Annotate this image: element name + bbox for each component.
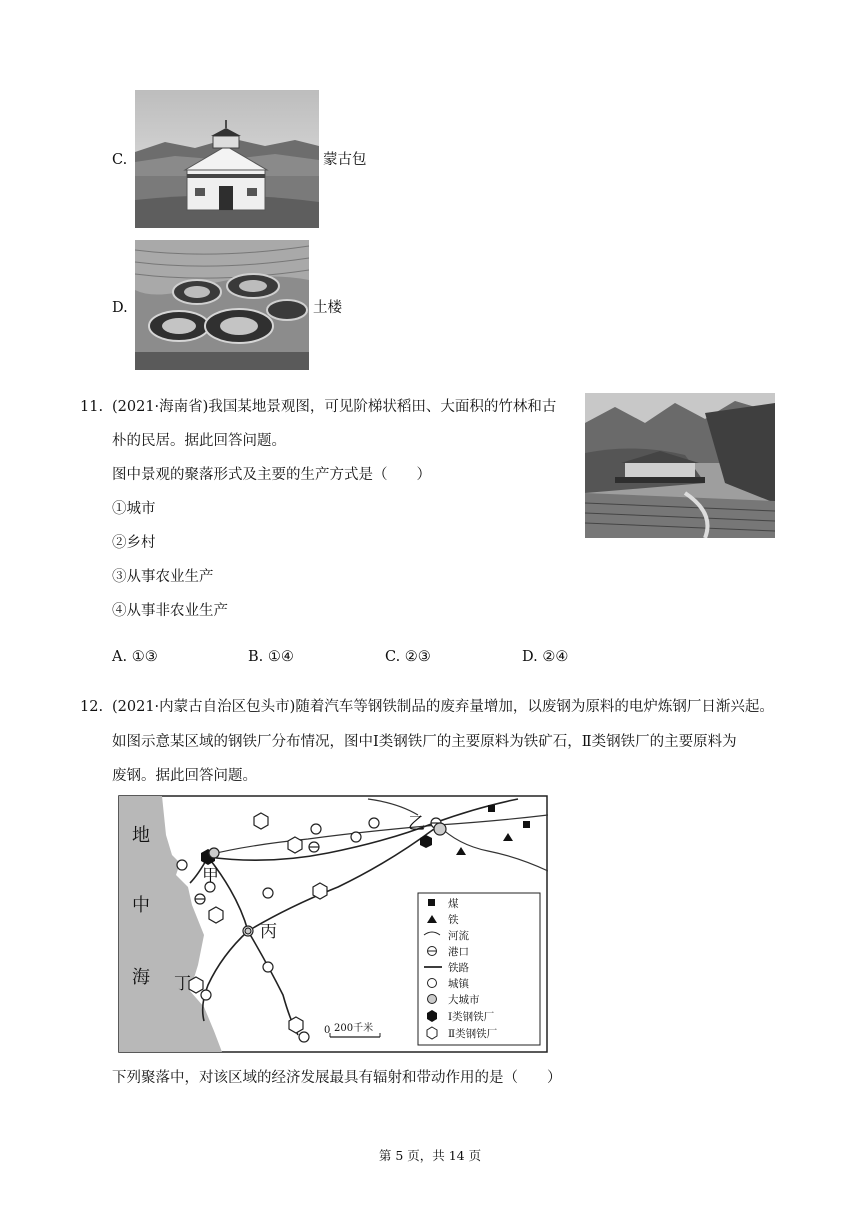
svg-text:河流: 河流 [448, 930, 469, 942]
scale-zero: 0 [324, 1025, 331, 1036]
place-label-bing: 丙 [260, 922, 277, 942]
town-icon [311, 824, 321, 834]
svg-text:港口: 港口 [448, 946, 469, 958]
q11-item-3: ③从事农业生产 [112, 569, 214, 585]
tulou-photo [135, 240, 309, 370]
place-label-jia: 甲 [202, 866, 219, 886]
q11-choice-d[interactable]: D. ②④ [522, 649, 569, 665]
town-icon [369, 818, 379, 828]
svg-text:Ⅰ类钢铁厂: Ⅰ类钢铁厂 [448, 1011, 495, 1023]
town-icon [263, 962, 273, 972]
sea-char-3: 海 [132, 967, 150, 988]
place-label-ding: 丁 [174, 974, 191, 994]
q11-item-1: ①城市 [112, 501, 156, 517]
q11-item-4: ④从事非农业生产 [112, 603, 228, 619]
svg-text:铁路: 铁路 [448, 962, 469, 974]
option-c-letter: C. [112, 152, 128, 168]
q12-stem-line3: 废钢。据此回答问题。 [112, 768, 257, 784]
q11-stem-line2: 朴的民居。据此回答问题。 [112, 433, 286, 449]
class-2-steel-plant-icon [189, 977, 203, 993]
legend-town-icon [428, 979, 437, 988]
q11-item-2: ②乡村 [112, 535, 156, 551]
svg-text:Ⅱ类钢铁厂: Ⅱ类钢铁厂 [448, 1028, 498, 1040]
town-icon [299, 1032, 309, 1042]
town-icon [263, 888, 273, 898]
sea-char-2: 中 [132, 895, 150, 916]
town-icon [177, 860, 187, 870]
legend-coal-icon [428, 899, 435, 906]
big-city-icon [434, 823, 446, 835]
option-d-letter: D. [112, 300, 128, 316]
q12-stem-line1: (2021·内蒙古自治区包头市)随着汽车等钢铁制品的废弃量增加，以废钢为原料的电炉炼钢厂日渐兴起。 [112, 699, 774, 715]
q11-stem-line1: (2021·海南省)我国某地景观图，可见阶梯状稻田、大面积的竹林和古 [112, 399, 557, 415]
svg-text:铁: 铁 [448, 914, 459, 926]
big-city-icon [209, 848, 219, 858]
legend-big-city-icon [428, 995, 437, 1004]
village-landscape-photo [585, 393, 775, 538]
town-icon [201, 990, 211, 1000]
option-c-caption: 蒙古包 [323, 152, 367, 168]
q12-question: 下列聚落中，对该区域的经济发展最具有辐射和带动作用的是（ ） [112, 1070, 562, 1086]
legend-class-2-plant-icon [427, 1027, 437, 1039]
option-d-caption: 土楼 [313, 300, 342, 316]
svg-text:城镇: 城镇 [448, 978, 469, 990]
coal-icon [523, 821, 530, 828]
map-legend [418, 893, 540, 1045]
place-label-yi: 乙 [408, 814, 425, 834]
q11-question: 图中景观的聚落形式及主要的生产方式是（ ） [112, 467, 431, 483]
class-2-steel-plant-icon [209, 907, 223, 923]
svg-text:煤: 煤 [448, 898, 459, 910]
q11-choice-a[interactable]: A. ①③ [112, 649, 158, 665]
big-city-icon [245, 928, 251, 934]
yurt-photo [135, 90, 319, 228]
q12-stem-line2: 如图示意某区域的钢铁厂分布情况，图中Ⅰ类钢铁厂的主要原料为铁矿石，Ⅱ类钢铁厂的主要原料为 [112, 734, 737, 750]
q11-choice-c[interactable]: C. ②③ [385, 649, 431, 665]
coal-icon [488, 805, 495, 812]
page-footer: 第 5 页，共 14 页 [378, 1148, 482, 1163]
class-2-steel-plant-icon [288, 837, 302, 853]
q11-choice-b[interactable]: B. ①④ [248, 649, 294, 665]
class-2-steel-plant-icon [254, 813, 268, 829]
scale-label: 200千米 [334, 1023, 374, 1034]
steel-plant-distribution-map [118, 795, 548, 1053]
svg-text:大城市: 大城市 [448, 994, 480, 1006]
class-2-steel-plant-icon [313, 883, 327, 899]
q11-number: 11. [80, 399, 104, 415]
class-2-steel-plant-icon [289, 1017, 303, 1033]
q12-number: 12. [80, 699, 104, 715]
town-icon [351, 832, 361, 842]
sea-char-1: 地 [132, 825, 150, 846]
